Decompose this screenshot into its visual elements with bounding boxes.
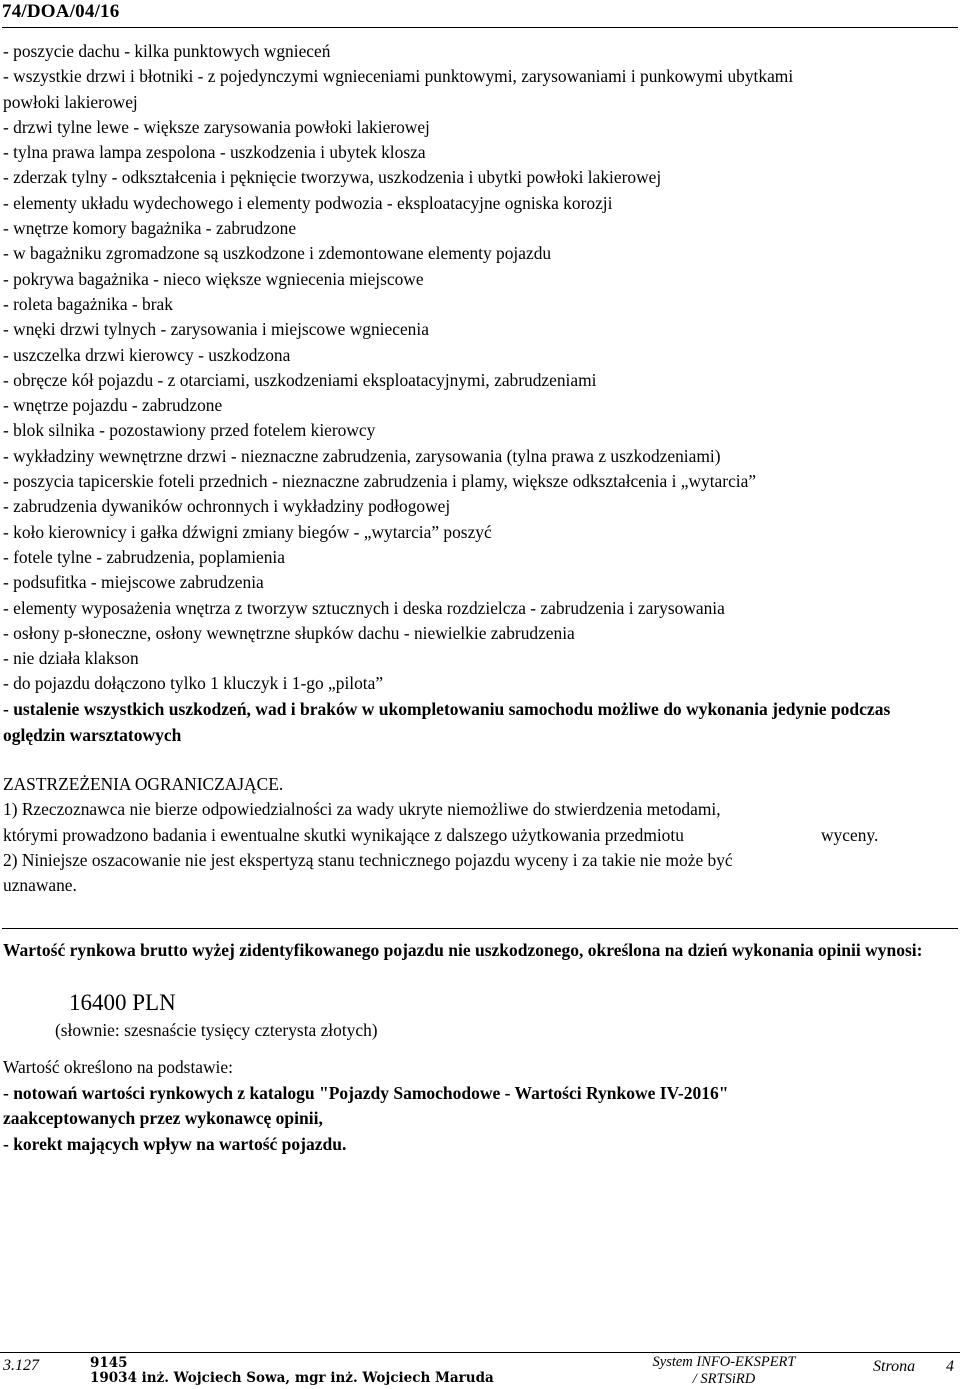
basis-title: Wartość określono na podstawie: xyxy=(3,1057,233,1077)
footer-system-sub: / SRTSiRD xyxy=(692,1371,756,1387)
damage-item: - nie działa klakson xyxy=(3,648,139,669)
damage-item: powłoki lakierowej xyxy=(3,91,138,112)
valuation-heading: Wartość rynkowa brutto wyżej zidentyfikowanego pojazdu nie uszkodzonego, określona na dzień wykonania opinii wynosi: xyxy=(3,940,923,960)
damage-item: - fotele tylne - zabrudzenia, poplamienia xyxy=(3,546,285,567)
summary-note: - ustalenie wszystkich uszkodzeń, wad i braków w ukompletowaniu samochodu możliwe do wykonania jedynie podczas oględzin warsztatowych xyxy=(3,699,891,745)
damage-item: - elementy wyposażenia wnętrza z tworzyw sztucznych i deska rozdzielcza - zabrudzenia i zarysowania xyxy=(3,597,725,618)
damage-item: - wnętrze komory bagażnika - zabrudzone xyxy=(3,218,297,239)
damage-item: - drzwi tylne lewe - większe zarysowania powłoki lakierowej xyxy=(3,116,430,137)
footer-divider xyxy=(0,1352,960,1353)
valuation-amount: 16400 PLN xyxy=(69,990,176,1015)
footer-number: 9145 xyxy=(90,1355,128,1371)
damage-item: - wnętrze pojazdu - zabrudzone xyxy=(3,395,223,416)
reservation-line: 2) Niniejsze oszacowanie nie jest ekspertyzą stanu technicznego pojazdu wyceny i za takie nie może być xyxy=(3,849,733,870)
reservation-line-text: którymi prowadzono badania i ewentualne skutki wynikające z dalszego użytkowania przedmiotu xyxy=(3,824,684,845)
reservation-line-tail: wyceny. xyxy=(821,824,879,845)
damage-item: - blok silnika - pozostawiony przed fotelem kierowcy xyxy=(3,420,376,441)
damage-item: - w bagażniku zgromadzone są uszkodzone i zdemontowane elementy pojazdu xyxy=(3,243,552,264)
damage-item: - obręcze kół pojazdu - z otarciami, uszkodzeniami eksploatacyjnymi, zabrudzeniami xyxy=(3,369,597,390)
reservation-line: 1) Rzeczoznawca nie bierze odpowiedzialności za wady ukryte niemożliwe do stwierdzenia metodami, xyxy=(3,799,721,820)
page-number: 4 xyxy=(946,1358,954,1375)
damage-item: - wykładziny wewnętrzne drzwi - nieznaczne zabrudzenia, zarysowania (tylna prawa z uszkodzeniami) xyxy=(3,445,721,466)
damage-item: - zderzak tylny - odkształcenia i pęknięcie tworzywa, uszkodzenia i ubytki powłoki lakierowej xyxy=(3,167,662,188)
valuation-section xyxy=(3,938,953,1040)
damage-item: - do pojazdu dołączono tylko 1 kluczyk i 1-go „pilota” xyxy=(3,673,384,694)
damage-item: - elementy układu wydechowego i elementy podwozia - eksploatacyjne ogniska korozji xyxy=(3,192,613,213)
damage-item: - wszystkie drzwi i błotniki - z pojedynczymi wgnieceniami punktowymi, zarysowaniami i punkowymi ubytkami xyxy=(3,66,794,87)
footer-code: 3.127 xyxy=(3,1357,39,1374)
reservation-line: uznawane. xyxy=(3,875,77,896)
damage-item: - poszycia tapicerskie foteli przednich - nieznaczne zabrudzenia i plamy, większe odkształcenia i „wytarcia” xyxy=(3,471,757,492)
damage-item: - wnęki drzwi tylnych - zarysowania i miejscowe wgniecenia xyxy=(3,319,429,340)
damage-item: - tylna prawa lampa zespolona - uszkodzenia i ubytek klosza xyxy=(3,142,426,163)
footer-system: System INFO-EKSPERT xyxy=(652,1354,796,1370)
reservation-line-2 xyxy=(3,823,953,848)
damage-item: - uszczelka drzwi kierowcy - uszkodzona xyxy=(3,344,291,365)
damage-item: - osłony p-słoneczne, osłony wewnętrzne słupków dachu - niewielkie zabrudzenia xyxy=(3,622,575,643)
reservations-title: ZASTRZEŻENIA OGRANICZAJĄCE. xyxy=(3,774,284,794)
basis-line: - notowań wartości rynkowych z katalogu "Pojazdy Samochodowe - Wartości Rynkowe IV-2016" xyxy=(3,1082,729,1103)
basis-line: - korekt mających wpływ na wartość pojazdu. xyxy=(3,1133,347,1154)
damage-item: - zabrudzenia dywaników ochronnych i wykładziny podłogowej xyxy=(3,496,451,517)
section-divider xyxy=(2,928,958,929)
valuation-basis xyxy=(3,1055,953,1157)
footer-authors: 19034 inż. Wojciech Sowa, mgr inż. Wojciech Maruda xyxy=(90,1370,494,1386)
document-id: 74/DOA/04/16 xyxy=(2,1,120,22)
damage-item: - koło kierownicy i gałka dźwigni zmiany biegów - „wytarcia” poszyć xyxy=(3,521,492,542)
damage-item: - podsufitka - miejscowe zabrudzenia xyxy=(3,572,264,593)
damage-list xyxy=(3,39,953,697)
page-header xyxy=(2,0,958,28)
page-label: Strona xyxy=(873,1358,916,1375)
basis-line: zaakceptowanych przez wykonawcę opinii, xyxy=(3,1108,323,1128)
limiting-reservations xyxy=(3,772,953,898)
valuation-in-words: (słownie: szesnaście tysięcy czterysta złotych) xyxy=(55,1020,378,1040)
damage-item: - pokrywa bagażnika - nieco większe wgniecenia miejscowe xyxy=(3,268,424,289)
damage-item: - roleta bagażnika - brak xyxy=(3,293,173,314)
damage-item: - poszycie dachu - kilka punktowych wgnieceń xyxy=(3,41,331,61)
